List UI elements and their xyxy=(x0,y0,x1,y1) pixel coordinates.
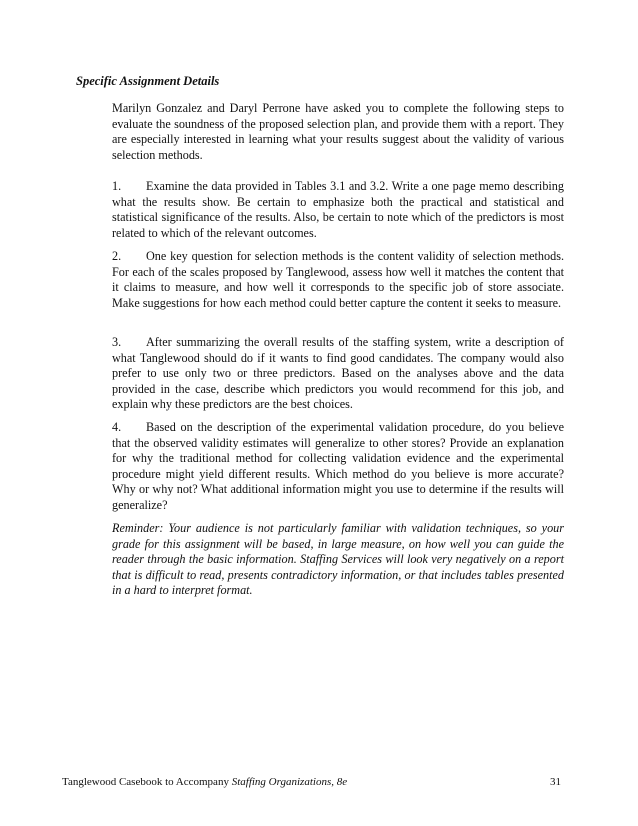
item-number: 3. xyxy=(112,335,122,349)
footer-book-title: Staffing Organizations, 8e xyxy=(231,776,348,788)
intro-paragraph: Marilyn Gonzalez and Daryl Perrone have asked you to complete the following steps to evaluate the soundness of the proposed selection plan, and provide them with a report. They are especially interested in learning what your results suggest about the validity of various selection methods. xyxy=(112,101,564,162)
item-text: One key question for selection methods is the content validity of selection methods. For each of the scales proposed by Tanglewood, assess how well it matches the content that it claims to measure, and how well it corresponds to the specific job of store associate. Make suggestions for how each method could better capture the content it seeks to measure. xyxy=(112,249,564,310)
item-text: After summarizing the overall results of the staffing system, write a description of what Tanglewood should do if it wants to find good candidates. The company would also prefer to use only two or three predictors. Based on the analyses above and the data provided in the case, describe which predictors you would recommend for this job, and explain why these predictors are the best choices. xyxy=(112,335,564,412)
list-item-4 xyxy=(112,420,564,514)
item-text: Based on the description of the experimental validation procedure, do you believe that the observed validity estimates will generalize to other stores? Provide an explanation for why the traditional method for collecting validation evidence and the experimental procedure might yield different results. Which method do you believe is more accurate? Why or why not? What additional information might you use to determine if the results will generalize? xyxy=(112,420,564,512)
item-number: 4. xyxy=(112,420,122,434)
footer-prefix: Tanglewood Casebook to Accompany xyxy=(62,776,232,788)
page-number: 31 xyxy=(550,776,561,788)
item-number: 1. xyxy=(112,179,122,193)
item-text: Examine the data provided in Tables 3.1 and 3.2. Write a one page memo describing what the results show. Be certain to emphasize both the practical and statistical and statistical significance of the results. Also, be certain to note which of the predictors is most related to which of the relevant outcomes. xyxy=(112,179,564,240)
list-item-1 xyxy=(112,179,564,241)
section-heading: Specific Assignment Details xyxy=(76,74,220,88)
list-item-2 xyxy=(112,249,564,311)
list-item-3 xyxy=(112,335,564,413)
item-number: 2. xyxy=(112,249,122,263)
footer-citation xyxy=(62,776,347,788)
reminder-paragraph: Reminder: Your audience is not particularly familiar with validation techniques, so your grade for this assignment will be based, in large measure, on how well you can guide the reader through the basic information. Staffing Services will look very negatively on a report that is difficult to read, presents contradictory information, or that includes tables presented in a hard to interpret format. xyxy=(112,521,564,598)
